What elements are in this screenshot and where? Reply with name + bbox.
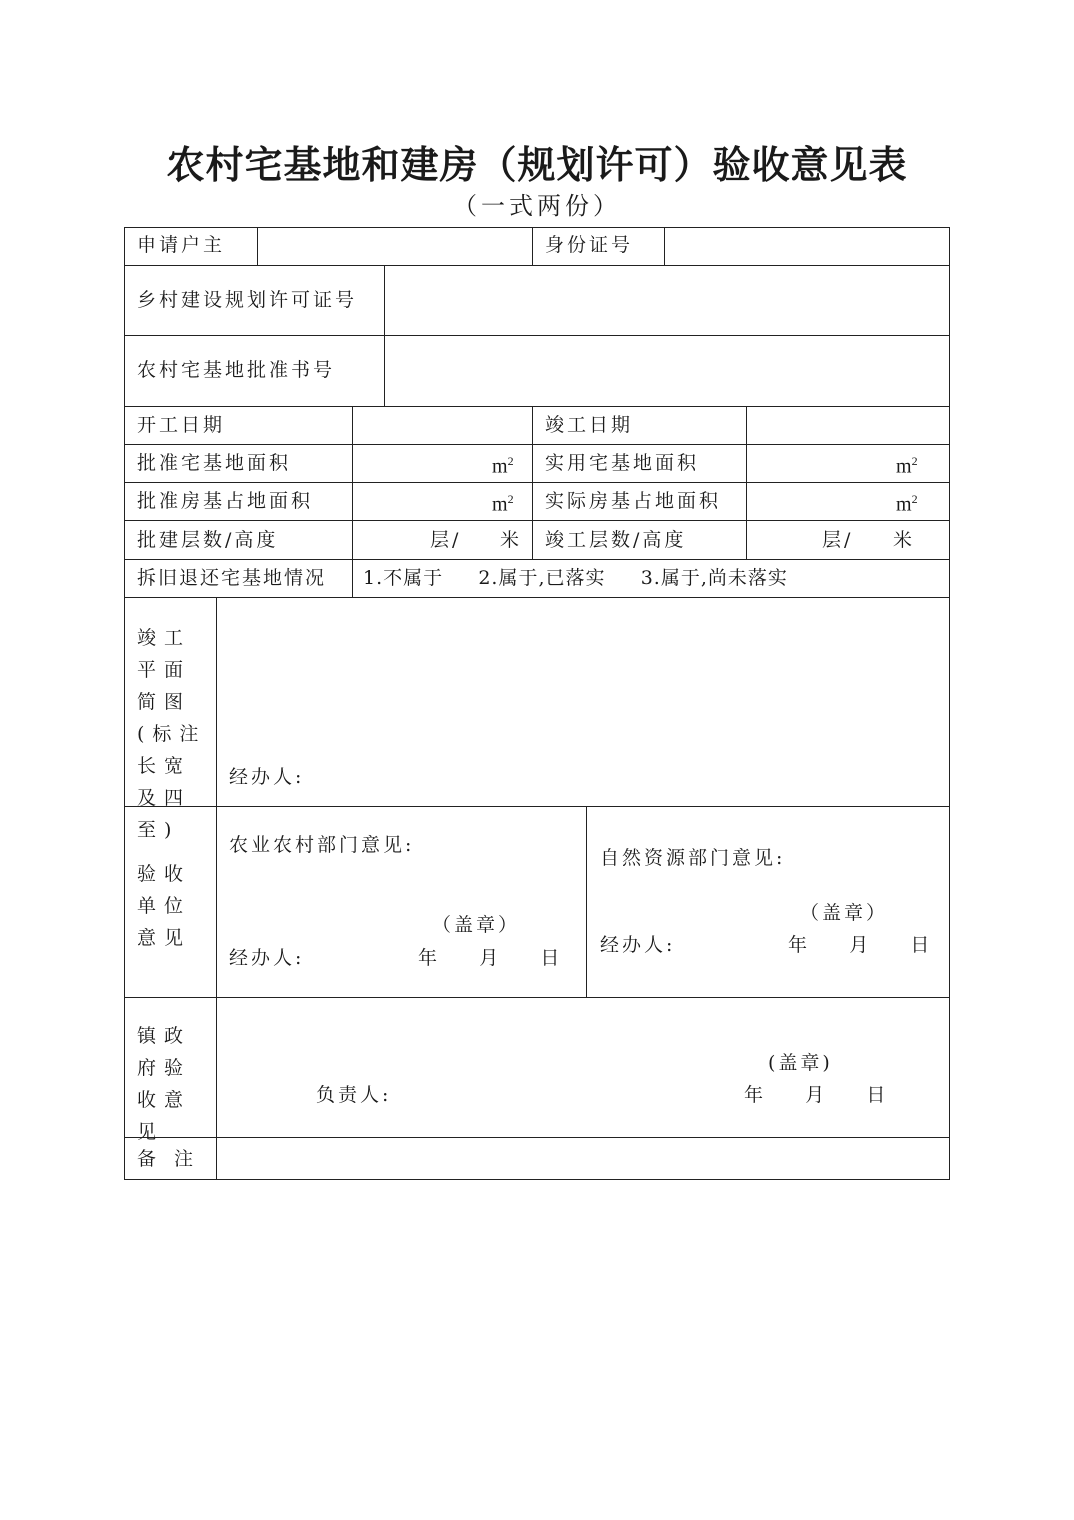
completion-date-field[interactable] [747,407,949,444]
approved-footprint-label: 批准房基占地面积 [137,490,314,512]
start-date-field[interactable] [353,407,532,444]
agri-date: 年 月 日 [418,947,562,969]
remarks-label: 备 注 [137,1148,200,1170]
table-border-left [124,227,125,1180]
resource-handler: 经办人: [600,934,676,956]
approved-homestead-area-unit: $m^2$ [492,454,514,478]
actual-homestead-area-unit: $m^2$ [896,454,918,478]
col-divider [532,227,533,265]
completed-height-unit: 米 [893,529,916,551]
floor-plan-handler: 经办人: [229,766,305,788]
start-date-label: 开工日期 [137,414,226,436]
floor-plan-label: 竣工平面简图(标注长宽及四至) [137,627,207,841]
row-divider [124,520,950,521]
resource-seal: （盖章） [800,902,889,924]
town-responsible: 负责人: [316,1084,392,1106]
table-border-right [949,227,950,1180]
row-divider [124,806,950,807]
floor-plan-area[interactable] [217,598,949,806]
homestead-approval-label: 农村宅基地批准书号 [137,359,336,381]
table-border-bottom [124,1179,950,1180]
approved-floors-unit: 层/ [430,529,462,551]
planning-permit-field[interactable] [385,266,949,335]
old-house-options[interactable]: 1.不属于 2.属于,已落实 3.属于,尚未落实 [363,567,788,589]
approved-homestead-area-label: 批准宅基地面积 [137,452,292,474]
approved-footprint-unit: $m^2$ [492,492,514,516]
id-number-label: 身份证号 [545,234,634,256]
col-divider [532,406,533,559]
actual-homestead-area-label: 实用宅基地面积 [545,452,700,474]
resource-date: 年 月 日 [788,934,932,956]
old-house-label: 拆旧退还宅基地情况 [137,567,327,589]
actual-footprint-label: 实际房基占地面积 [545,490,722,512]
row-divider [124,482,950,483]
row-divider [124,444,950,445]
completion-date-label: 竣工日期 [545,414,634,436]
agri-seal: （盖章） [432,914,521,936]
homestead-approval-field[interactable] [385,336,949,406]
resource-opinion-label: 自然资源部门意见: [600,847,786,869]
acceptance-label: 验收单位意见 [137,863,192,949]
page-subtitle: （一式两份） [453,192,621,220]
town-opinion-label: 镇政府验收意见 [137,1025,192,1143]
applicant-label: 申请户主 [137,234,226,256]
agri-opinion-label: 农业农村部门意见: [229,834,415,856]
applicant-field[interactable] [258,228,532,265]
approved-floors-label: 批建层数/高度 [137,529,279,551]
row-divider [124,997,950,998]
town-seal: (盖章) [768,1052,833,1074]
id-number-field[interactable] [665,228,949,265]
completed-floors-unit: 层/ [822,529,854,551]
remarks-field[interactable] [217,1138,949,1179]
town-date: 年 月 日 [744,1084,888,1106]
col-divider [586,806,587,997]
page-title: 农村宅基地和建房（规划许可）验收意见表 [166,142,908,187]
actual-footprint-unit: $m^2$ [896,492,918,516]
agri-handler: 经办人: [229,947,305,969]
approved-height-unit: 米 [500,529,523,551]
completed-floors-label: 竣工层数/高度 [545,529,687,551]
planning-permit-label: 乡村建设规划许可证号 [137,289,358,311]
row-divider [124,559,950,560]
